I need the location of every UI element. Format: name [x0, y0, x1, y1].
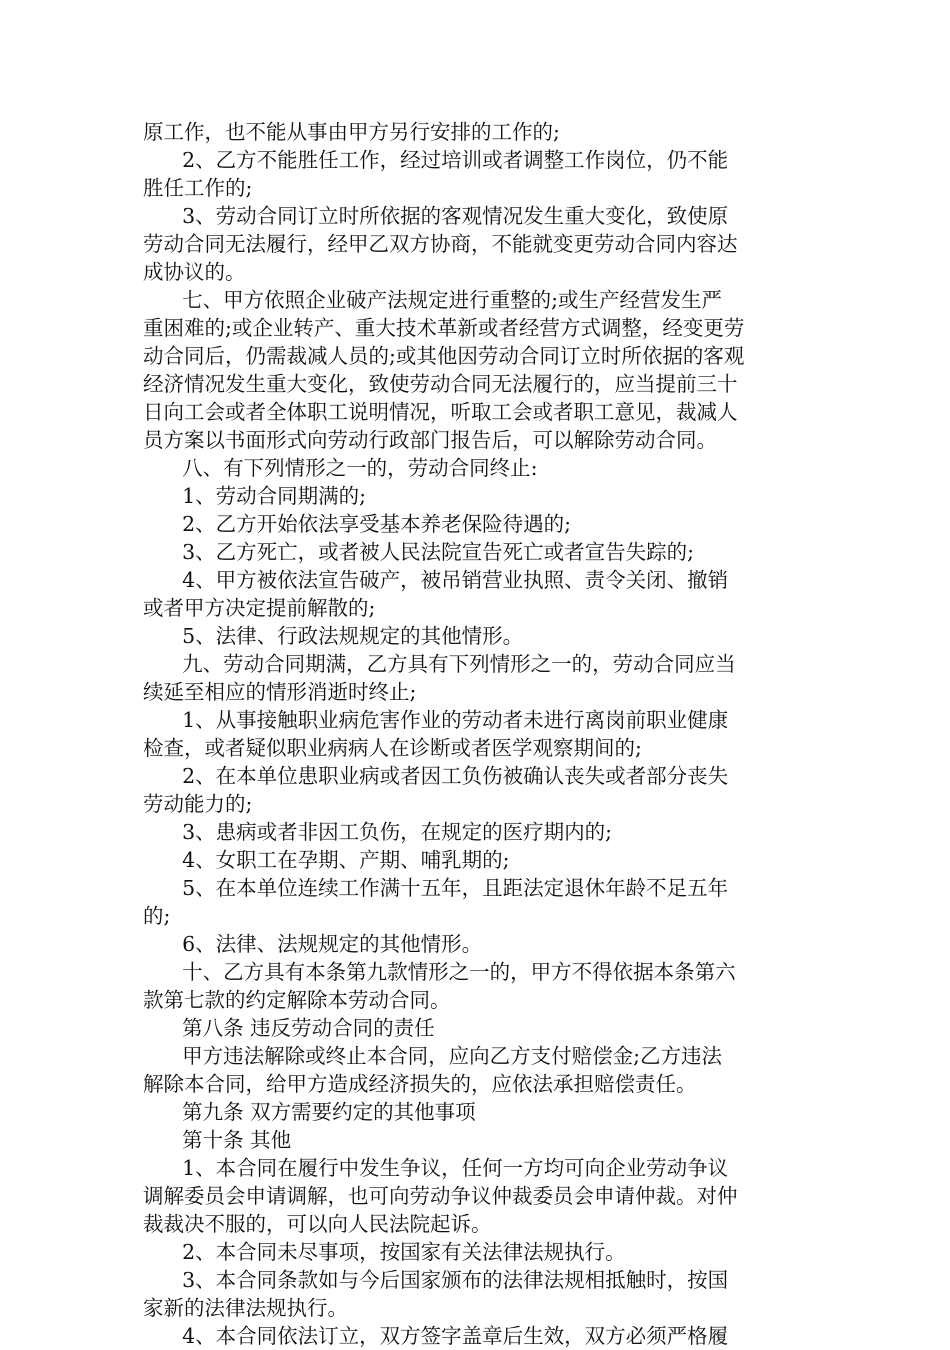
- text-line: 成协议的。: [143, 260, 246, 284]
- text-line: 4、甲方被依法宣告破产，被吊销营业执照、责令关闭、撤销: [143, 568, 729, 592]
- text-line: 员方案以书面形式向劳动行政部门报告后，可以解除劳动合同。: [143, 428, 717, 452]
- text-line: 续延至相应的情形消逝时终止;: [143, 680, 417, 704]
- text-line: 十、乙方具有本条第九款情形之一的，甲方不得依据本条第六: [143, 960, 736, 984]
- text-line: 3、乙方死亡，或者被人民法院宣告死亡或者宣告失踪的;: [143, 540, 695, 564]
- text-line: 5、法律、行政法规规定的其他情形。: [143, 624, 524, 648]
- text-line: 2、乙方开始依法享受基本养老保险待遇的;: [143, 512, 572, 536]
- text-line: 裁裁决不服的，可以向人民法院起诉。: [143, 1212, 492, 1236]
- text-line: 日向工会或者全体职工说明情况，听取工会或者职工意见，裁减人: [143, 400, 738, 424]
- text-line: 原工作，也不能从事由甲方另行安排的工作的;: [143, 120, 560, 144]
- text-line: 八、有下列情形之一的，劳动合同终止:: [143, 456, 538, 480]
- text-line: 检查，或者疑似职业病病人在诊断或者医学观察期间的;: [143, 736, 642, 760]
- text-line: 4、本合同依法订立，双方签字盖章后生效，双方必须严格履: [143, 1324, 729, 1348]
- text-line: 动合同后，仍需裁减人员的;或其他因劳动合同订立时所依据的客观: [143, 344, 745, 368]
- text-line: 九、劳动合同期满，乙方具有下列情形之一的，劳动合同应当: [143, 652, 736, 676]
- text-line: 1、本合同在履行中发生争议，任何一方均可向企业劳动争议: [143, 1156, 729, 1180]
- text-line: 6、法律、法规规定的其他情形。: [143, 932, 483, 956]
- text-line: 第十条 其他: [143, 1128, 292, 1152]
- text-line: 1、从事接触职业病危害作业的劳动者未进行离岗前职业健康: [143, 708, 729, 732]
- text-line: 2、在本单位患职业病或者因工负伤被确认丧失或者部分丧失: [143, 764, 729, 788]
- text-line: 5、在本单位连续工作满十五年，且距法定退休年龄不足五年: [143, 876, 729, 900]
- text-line: 解除本合同，给甲方造成经济损失的，应依法承担赔偿责任。: [143, 1072, 697, 1096]
- text-line: 劳动合同无法履行，经甲乙双方协商，不能就变更劳动合同内容达: [143, 232, 738, 256]
- text-line: 或者甲方决定提前解散的;: [143, 596, 376, 620]
- text-line: 甲方违法解除或终止本合同，应向乙方支付赔偿金;乙方违法: [143, 1044, 723, 1068]
- text-line: 家新的法律法规执行。: [143, 1296, 348, 1320]
- text-line: 重困难的;或企业转产、重大技术革新或者经营方式调整，经变更劳: [143, 316, 745, 340]
- text-line: 3、患病或者非因工负伤，在规定的医疗期内的;: [143, 820, 613, 844]
- text-line: 第九条 双方需要约定的其他事项: [143, 1100, 476, 1124]
- text-line: 3、本合同条款如与今后国家颁布的法律法规相抵触时，按国: [143, 1268, 729, 1292]
- text-line: 2、本合同未尽事项，按国家有关法律法规执行。: [143, 1240, 626, 1264]
- text-line: 4、女职工在孕期、产期、哺乳期的;: [143, 848, 510, 872]
- text-line: 经济情况发生重大变化，致使劳动合同无法履行的，应当提前三十: [143, 372, 738, 396]
- text-line: 3、劳动合同订立时所依据的客观情况发生重大变化，致使原: [143, 204, 729, 228]
- text-line: 胜任工作的;: [143, 176, 253, 200]
- text-line: 调解委员会申请调解，也可向劳动争议仲裁委员会申请仲裁。对仲: [143, 1184, 738, 1208]
- text-line: 第八条 违反劳动合同的责任: [143, 1016, 435, 1040]
- document-body: [143, 118, 813, 1350]
- text-line: 的;: [143, 904, 171, 928]
- text-line: 1、劳动合同期满的;: [143, 484, 367, 508]
- text-line: 七、甲方依照企业破产法规定进行重整的;或生产经营发生严: [143, 288, 723, 312]
- text-line: 劳动能力的;: [143, 792, 253, 816]
- text-line: 2、乙方不能胜任工作，经过培训或者调整工作岗位，仍不能: [143, 148, 729, 172]
- text-line: 款第七款的约定解除本劳动合同。: [143, 988, 451, 1012]
